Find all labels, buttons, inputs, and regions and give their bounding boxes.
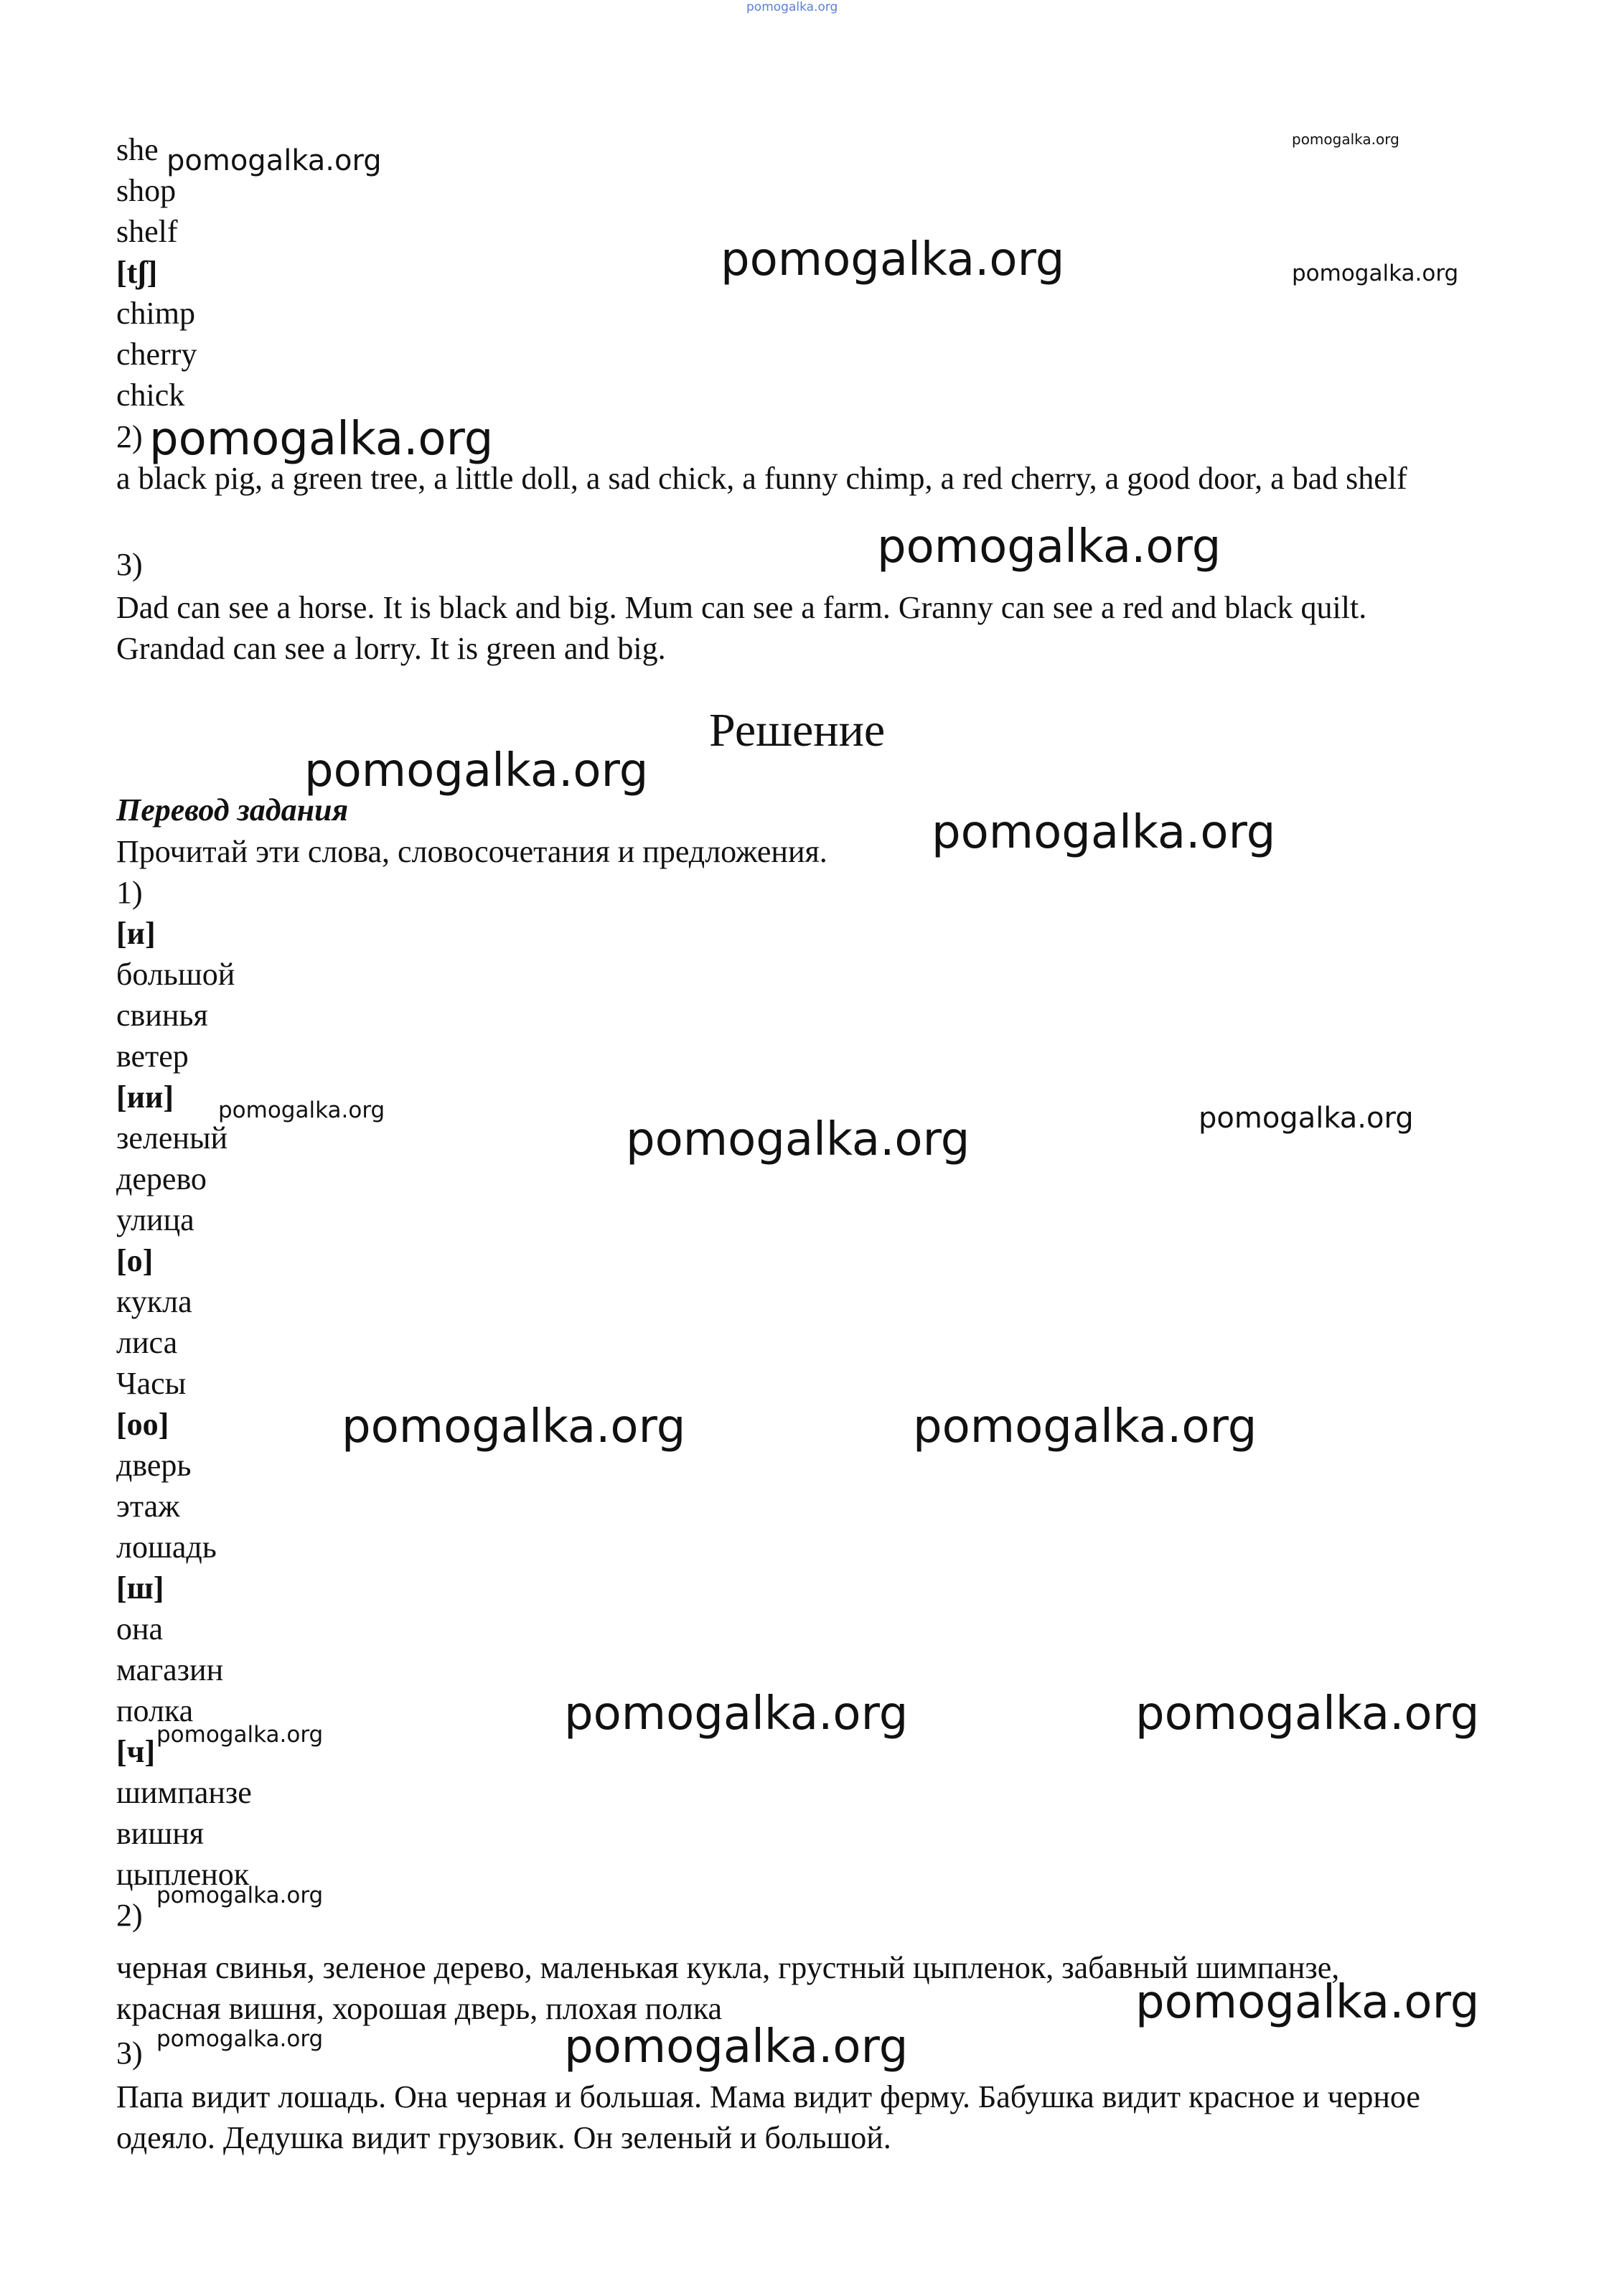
watermark: pomogalka.org	[156, 2026, 324, 2052]
watermark: pomogalka.org	[1135, 1976, 1480, 2029]
sound-header: [ч]	[116, 1734, 156, 1769]
translated-word: дерево	[116, 1161, 207, 1196]
translated-word: полка	[116, 1693, 194, 1728]
translated-word: кукла	[116, 1284, 192, 1319]
watermark: pomogalka.org	[913, 1400, 1257, 1453]
watermark: pomogalka.org	[218, 1097, 385, 1123]
word-chick: chick	[116, 378, 185, 413]
task-instruction: Прочитай эти слова, словосочетания и предложения.	[116, 834, 827, 869]
word-chimp: chimp	[116, 296, 195, 331]
translated-word: вишня	[116, 1816, 204, 1851]
watermark: pomogalka.org	[564, 1687, 909, 1740]
part3-sentences: Dad can see a horse. It is black and big. Mum can see a farm. Granny can see a red and black quilt. Grandad can see a lorry. It is green and big.	[116, 590, 1367, 666]
watermark: pomogalka.org	[721, 233, 1065, 286]
watermark: pomogalka.org	[1292, 261, 1459, 286]
solution-heading: Решение	[709, 704, 886, 756]
watermark: pomogalka.org	[149, 413, 494, 466]
sound-header: [и]	[116, 916, 156, 951]
watermark: pomogalka.org	[1199, 1102, 1414, 1135]
sound-header: [ш]	[116, 1570, 164, 1606]
word-cherry: cherry	[116, 337, 197, 372]
translated-word: ветер	[116, 1039, 189, 1074]
translated-word: улица	[116, 1202, 194, 1237]
part3-sentences-ru: Папа видит лошадь. Она черная и большая. Мама видит ферму. Бабушка видит красное и черное одеяло. Дедушка видит грузовик. Он зеленый и большой.	[116, 2079, 1420, 2155]
watermark: pomogalka.org	[877, 520, 1221, 573]
watermark: pomogalka.org	[1292, 131, 1399, 148]
translated-word: этаж	[116, 1489, 180, 1524]
watermark: pomogalka.org	[564, 2020, 909, 2074]
translated-word: шимпанзе	[116, 1775, 252, 1810]
part1-label-ru: 1)	[116, 875, 143, 910]
translated-word: она	[116, 1611, 164, 1646]
sound-header: [оо]	[116, 1407, 169, 1442]
part2-label-ru: 2)	[116, 1898, 143, 1933]
part3-label: 3)	[116, 547, 143, 582]
translated-word: дверь	[116, 1448, 192, 1483]
watermark: pomogalka.org	[1135, 1687, 1480, 1740]
translation-subheading: Перевод задания	[116, 792, 349, 828]
watermark: pomogalka.org	[156, 1722, 324, 1748]
translated-word: Часы	[116, 1366, 187, 1401]
source-watermark: pomogalka.org	[746, 0, 838, 14]
watermark: pomogalka.org	[626, 1113, 970, 1166]
translated-word: лошадь	[116, 1529, 217, 1565]
translated-word: лиса	[116, 1325, 178, 1360]
sound-header-ch: [tʃ]	[116, 255, 158, 290]
watermark: pomogalka.org	[932, 806, 1276, 859]
watermark: pomogalka.org	[167, 144, 382, 177]
sound-header: [ии]	[116, 1079, 174, 1115]
translated-word: зеленый	[116, 1120, 228, 1156]
word-she: she	[116, 132, 159, 167]
word-shop: shop	[116, 173, 177, 208]
translated-word: свинья	[116, 998, 208, 1033]
watermark: pomogalka.org	[304, 744, 649, 797]
part2-phrases-ru: черная свинья, зеленое дерево, маленькая кукла, грустный цыпленок, забавный шимпанзе, красная вишня, хорошая дверь, плохая полка	[116, 1950, 1340, 2026]
part2-label: 2)	[116, 419, 143, 454]
translated-word: большой	[116, 957, 235, 992]
watermark: pomogalka.org	[342, 1400, 686, 1453]
word-shelf: shelf	[116, 214, 178, 249]
translated-word: магазин	[116, 1652, 224, 1687]
watermark: pomogalka.org	[156, 1883, 324, 1908]
part3-label-ru: 3)	[116, 2035, 143, 2071]
sound-header: [о]	[116, 1243, 154, 1278]
translated-word: цыпленок	[116, 1857, 250, 1892]
part2-phrases: a black pig, a green tree, a little doll, a sad chick, a funny chimp, a red cherry, a good door, a bad shelf	[116, 461, 1407, 496]
